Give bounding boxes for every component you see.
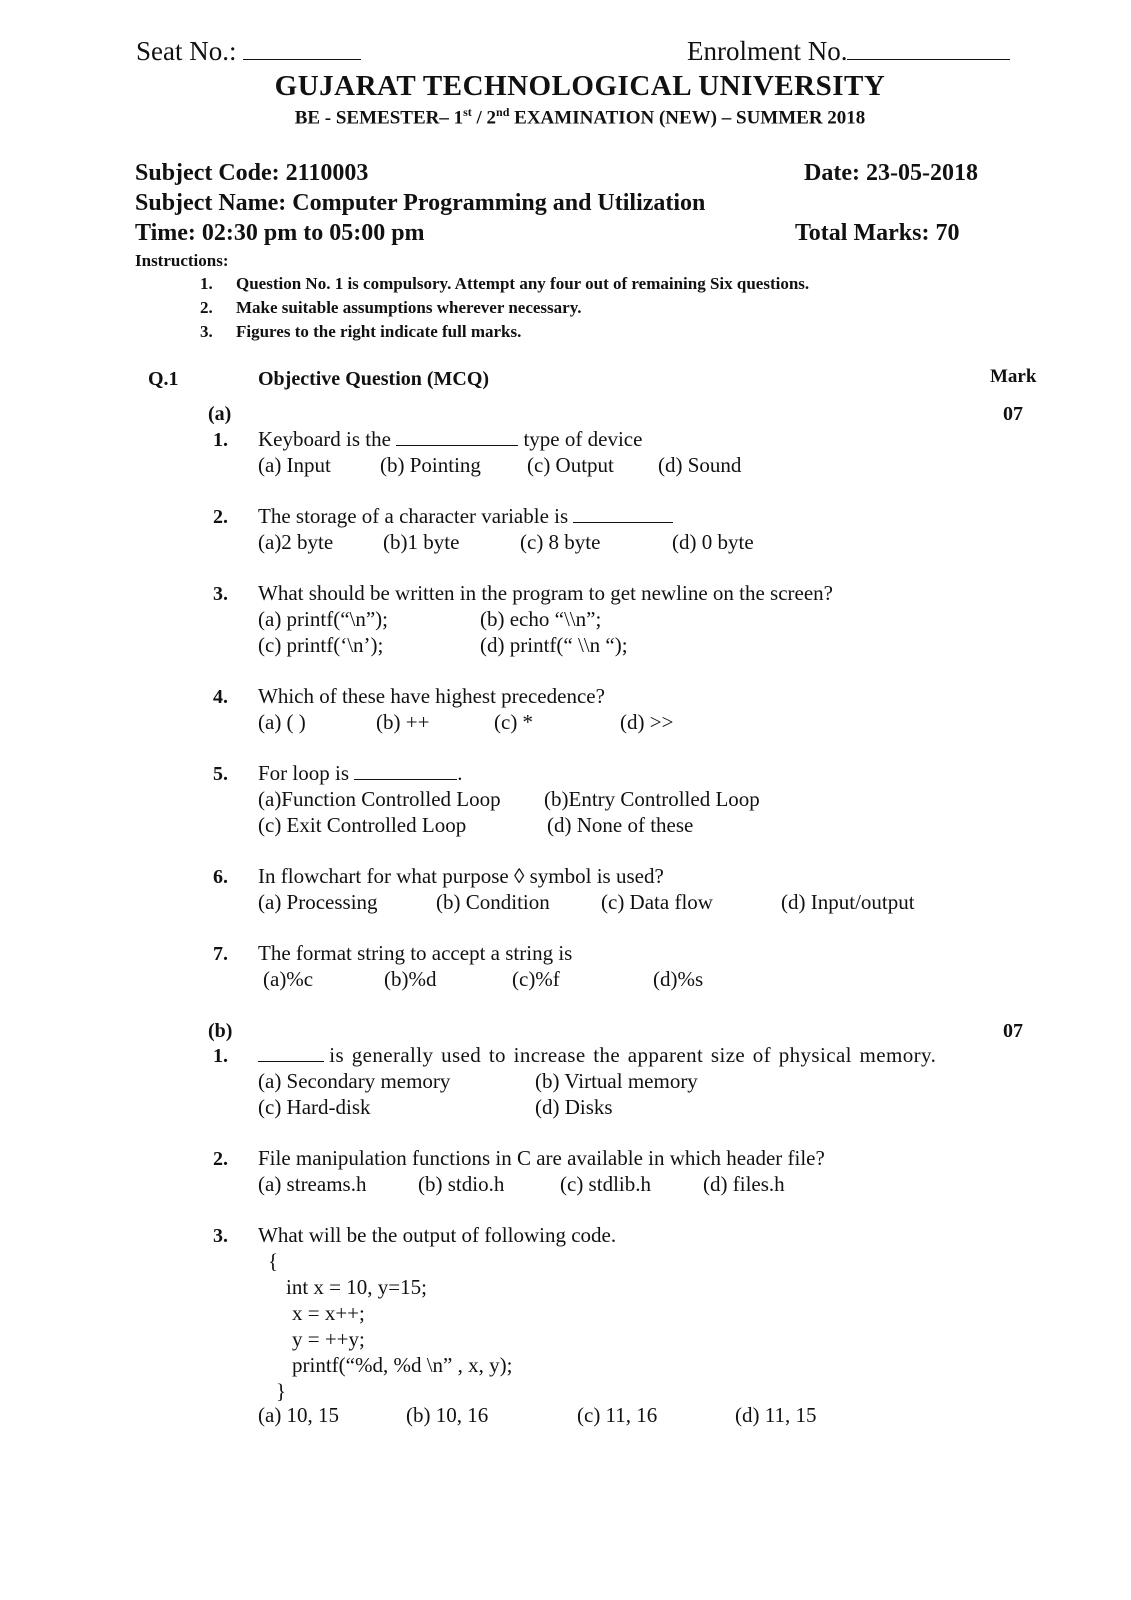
question-number: 3. (213, 583, 228, 605)
option: (b) Pointing (380, 453, 481, 477)
option: (c) Data flow (601, 890, 713, 914)
option: (b) 10, 16 (406, 1403, 489, 1427)
option: (a) 10, 15 (258, 1403, 340, 1427)
enrolment-no-field (687, 36, 1010, 67)
option: (a) printf(“\n”); (258, 607, 389, 631)
question-text: is generally used to increase the apparent size of physical memory. (258, 1043, 936, 1068)
question-number: 2. (213, 506, 228, 528)
part-a-label: (a) (208, 403, 232, 425)
code-line: } (276, 1379, 287, 1403)
option: (d)%s (653, 967, 704, 991)
option: (d) files.h (703, 1172, 785, 1196)
option: (a) Input (258, 453, 331, 477)
question-label: Q.1 (148, 368, 179, 390)
exam-date: Date: 23-05-2018 (804, 160, 978, 186)
question-number: 4. (213, 686, 228, 708)
total-marks: Total Marks: 70 (795, 220, 960, 246)
instruction-num: 1. (200, 274, 213, 293)
instruction-text: Question No. 1 is compulsory. Attempt any four out of remaining Six questions. (236, 274, 810, 293)
part-a-marks: 07 (1003, 403, 1023, 425)
option: (a)Function Controlled Loop (258, 787, 501, 811)
option: (c) Hard-disk (258, 1095, 371, 1119)
question-number: 6. (213, 866, 228, 888)
answer-blank (396, 427, 518, 446)
option: (b)%d (384, 967, 437, 991)
option: (c) 11, 16 (577, 1403, 658, 1427)
mark-header: Mark (990, 366, 1037, 387)
question-text: Keyboard is the type of device (258, 427, 643, 451)
option: (c) Exit Controlled Loop (258, 813, 467, 837)
question-text: In flowchart for what purpose ◊ symbol is used? (258, 864, 664, 888)
option: (c)%f (512, 967, 560, 991)
question-text: Which of these have highest precedence? (258, 684, 605, 708)
question-number: 2. (213, 1148, 228, 1170)
instruction-text: Make suitable assumptions wherever necessary. (236, 298, 582, 317)
option: (a)%c (263, 967, 314, 991)
question-number: 1. (213, 429, 228, 451)
option: (c) * (494, 710, 534, 734)
question-text: For loop is . (258, 761, 463, 785)
option: (b)Entry Controlled Loop (544, 787, 760, 811)
option: (d) Sound (658, 453, 742, 477)
seat-no-field (136, 36, 361, 67)
seat-no-blank (243, 37, 361, 60)
question-text: The storage of a character variable is (258, 504, 673, 529)
instruction-num: 3. (200, 322, 213, 341)
answer-blank (354, 761, 457, 780)
code-line: printf(“%d, %d \n” , x, y); (292, 1353, 513, 1377)
option: (d) 0 byte (672, 530, 754, 554)
option: (a) ( ) (258, 710, 306, 734)
university-title: GUJARAT TECHNOLOGICAL UNIVERSITY (274, 70, 886, 102)
code-line: x = x++; (292, 1301, 365, 1325)
option: (a) streams.h (258, 1172, 367, 1196)
option: (d) Input/output (781, 890, 915, 914)
option: (a) Processing (258, 890, 378, 914)
answer-blank (258, 1043, 324, 1062)
question-text: File manipulation functions in C are available in which header file? (258, 1146, 825, 1170)
option: (b) ++ (376, 710, 430, 734)
exam-time: Time: 02:30 pm to 05:00 pm (135, 220, 425, 246)
option: (b) Virtual memory (535, 1069, 698, 1093)
instructions-title: Instructions: (135, 251, 229, 270)
option: (b) stdio.h (418, 1172, 505, 1196)
option: (d) 11, 15 (735, 1403, 817, 1427)
question-text: The format string to accept a string is (258, 941, 573, 965)
instruction-text: Figures to the right indicate full marks. (236, 322, 522, 341)
option: (a)2 byte (258, 530, 334, 554)
question-text: What will be the output of following code. (258, 1223, 617, 1247)
seat-no-label: Seat No.: (136, 36, 237, 66)
option: (a) Secondary memory (258, 1069, 451, 1093)
enrolment-no-label: Enrolment No. (687, 36, 848, 66)
option: (c) printf(‘\n’); (258, 633, 384, 657)
enrolment-no-blank (847, 37, 1010, 60)
option: (c) stdlib.h (560, 1172, 651, 1196)
question-number: 7. (213, 943, 228, 965)
option: (b) Condition (436, 890, 550, 914)
part-b-marks: 07 (1003, 1020, 1023, 1042)
question-text: What should be written in the program to get newline on the screen? (258, 581, 833, 605)
option: (d) Disks (535, 1095, 613, 1119)
option: (b)1 byte (383, 530, 460, 554)
subject-name: Subject Name: Computer Programming and Utilization (135, 190, 706, 216)
question-number: 3. (213, 1225, 228, 1247)
option: (c) 8 byte (520, 530, 601, 554)
option: (d) printf(“ \\n “); (480, 633, 628, 657)
option: (d) None of these (547, 813, 694, 837)
part-b-label: (b) (208, 1020, 233, 1042)
subject-code: Subject Code: 2110003 (135, 160, 369, 186)
instruction-num: 2. (200, 298, 213, 317)
code-line: { (268, 1249, 279, 1273)
question-number: 1. (213, 1045, 228, 1067)
code-line: y = ++y; (292, 1327, 365, 1351)
answer-blank (573, 504, 673, 523)
question-number: 5. (213, 763, 228, 785)
code-line: int x = 10, y=15; (286, 1275, 427, 1299)
option: (d) >> (620, 710, 674, 734)
exam-title: BE - SEMESTER– 1st / 2nd EXAMINATION (NEW) – SUMMER 2018 (294, 105, 866, 129)
option: (b) echo “\\n”; (480, 607, 602, 631)
question-title: Objective Question (MCQ) (258, 368, 490, 390)
option: (c) Output (527, 453, 614, 477)
